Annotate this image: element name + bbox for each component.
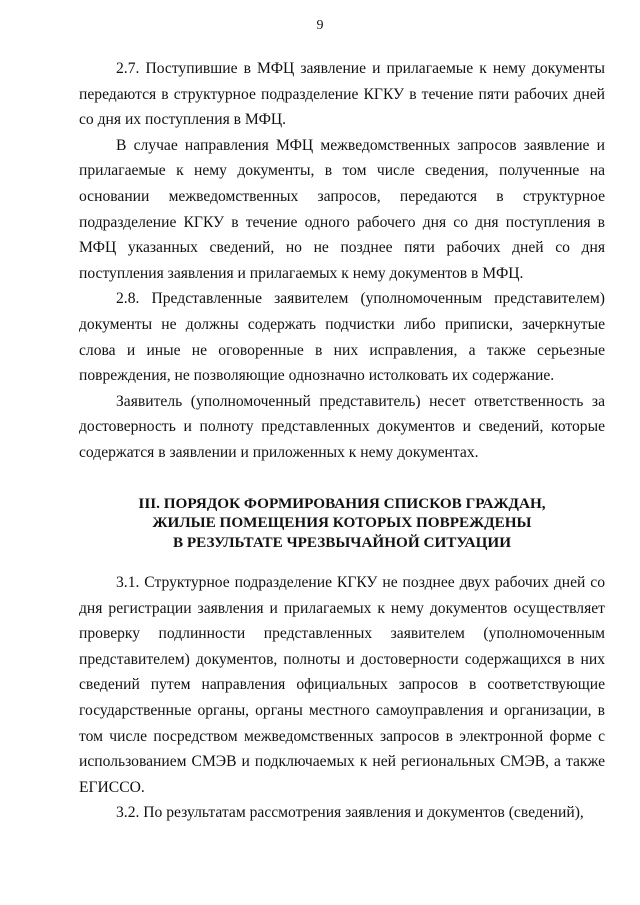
section-heading-line-2: ЖИЛЫЕ ПОМЕЩЕНИЯ КОТОРЫХ ПОВРЕЖДЕНЫ <box>152 514 532 531</box>
section-heading-line-3: В РЕЗУЛЬТАТЕ ЧРЕЗВЫЧАЙНОЙ СИТУАЦИИ <box>172 533 512 551</box>
paragraph-2-8: 2.8. Представленные заявителем (уполномоченным представителем) документы не должны содержать подчистки либо приписки, зачеркнутые слова и иные не оговоренные в них исправления, а также серьезные повреждения, не позволяющие однозначно истолковать их содержание. <box>79 290 605 385</box>
paragraph-applicant-responsibility: Заявитель (уполномоченный представитель) несет ответственность за достоверность и полноту представленных документов и сведений, которые содержатся в заявлении и приложенных к нему документах. <box>79 392 605 461</box>
paragraph-mfc-requests: В случае направления МФЦ межведомственных запросов заявление и прилагаемые к нему документы, в том числе сведения, полученные на основании межведомственных запросов, передаются в структурное подразделение КГКУ в течение одного рабочего дня со дня поступления в МФЦ указанных сведений, но не позднее пяти рабочих дней со дня поступления заявления и прилагаемых к нему документов в МФЦ. <box>79 136 605 282</box>
paragraph-3-1: 3.1. Структурное подразделение КГКУ не позднее двух рабочих дней со дня регистрации заявления и прилагаемых к нему документов осуществляет проверку подлинности представленных заявителем (уполномоченным представителем) документов, полноты и достоверности содержащихся в них сведений путем направления официальных запросов в соответствующие государственные органы, органы местного самоуправления и организации, в том числе посредством межведомственных запросов в электронной форме с использованием СМЭВ и подключаемых к ней региональных СМЭВ, а также ЕГИССО. <box>79 574 605 796</box>
paragraph-2-7: 2.7. Поступившие в МФЦ заявление и прилагаемые к нему документы передаются в структурное подразделение КГКУ в течение пяти рабочих дней со дня их поступления в МФЦ. <box>79 60 605 129</box>
document-body <box>79 56 605 826</box>
section-heading <box>79 494 605 553</box>
page-number: 9 <box>316 18 324 33</box>
paragraph-3-2: 3.2. По результатам рассмотрения заявления и документов (сведений), <box>116 804 584 822</box>
section-heading-line-1: III. ПОРЯДОК ФОРМИРОВАНИЯ СПИСКОВ ГРАЖДАН, <box>138 494 546 512</box>
